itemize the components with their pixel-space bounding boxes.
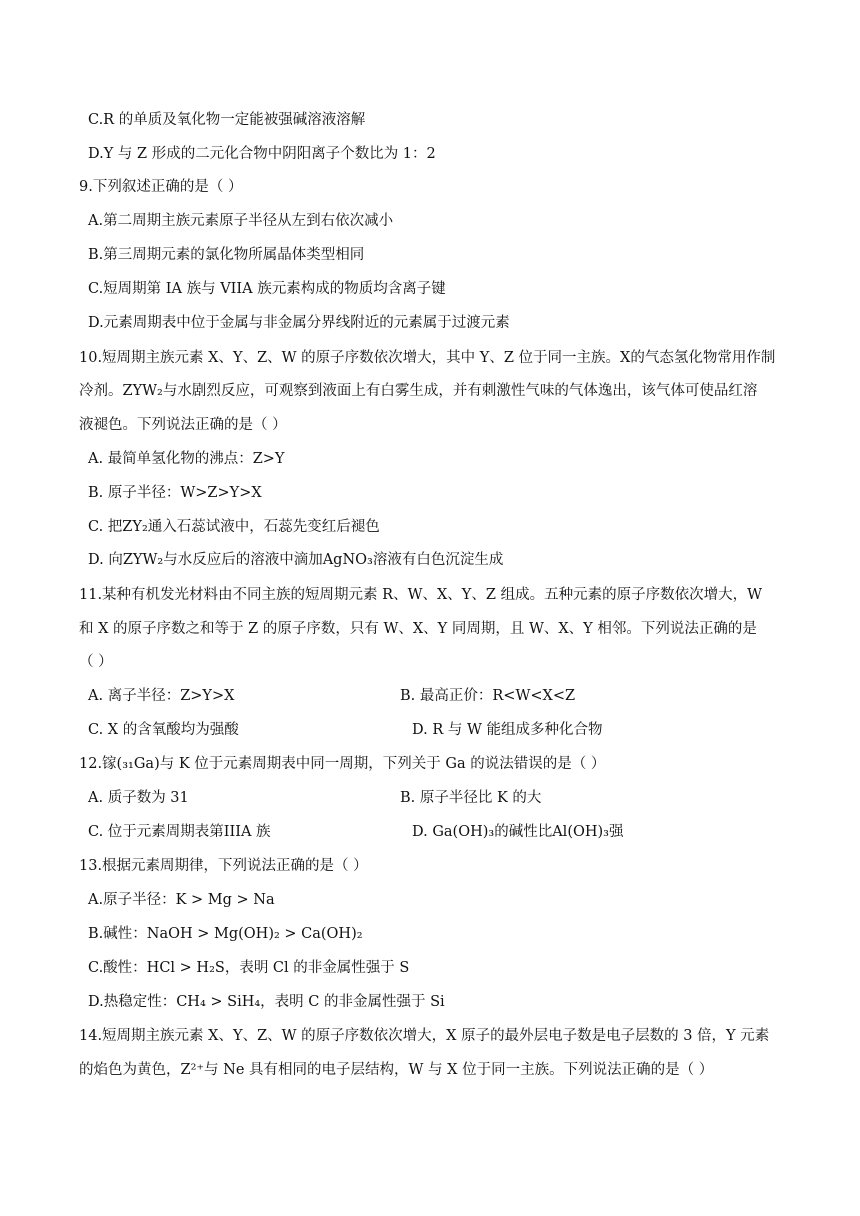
option-8d: D.Y 与 Z 形成的二元化合物中阴阳离子个数比为 1：2 — [88, 146, 436, 162]
option-13b: B.碱性：NaOH > Mg(OH)₂ > Ca(OH)₂ — [88, 926, 363, 942]
question-13: 13.根据元素周期律，下列说法正确的是（ ） — [79, 858, 368, 874]
question-11-cont: 和 X 的原子序数之和等于 Z 的原子序数，只有 W、X、Y 同周期，且 W、X、Y 相邻。下列说法正确的是 — [79, 621, 757, 637]
option-13a: A.原子半径：K > Mg > Na — [88, 892, 275, 908]
option-11c: C. X 的含氧酸均为强酸 — [88, 722, 239, 738]
option-9b: B.第三周期元素的氯化物所属晶体类型相同 — [88, 247, 365, 263]
option-10d: D. 向ZYW₂与水反应后的溶液中滴加AgNO₃溶液有白色沉淀生成 — [88, 552, 504, 568]
option-12a: A. 质子数为 31 — [88, 790, 189, 806]
question-12: 12.镓(₃₁Ga)与 K 位于元素周期表中同一周期，下列关于 Ga 的说法错误的是（ ） — [79, 756, 606, 772]
question-10-cont: 液褪色。下列说法正确的是（ ） — [79, 417, 287, 433]
question-11-cont: （ ） — [79, 654, 113, 670]
option-9c: C.短周期第 IA 族与 VIIA 族元素构成的物质均含离子键 — [88, 281, 446, 297]
option-11d: D. R 与 W 能组成多种化合物 — [412, 722, 603, 738]
option-13d: D.热稳定性：CH₄ > SiH₄，表明 C 的非金属性强于 Si — [88, 994, 445, 1010]
option-12b: B. 原子半径比 K 的大 — [400, 790, 542, 806]
option-10a: A. 最简单氢化物的沸点：Z>Y — [88, 451, 285, 467]
question-14: 14.短周期主族元素 X、Y、Z、W 的原子序数依次增大，X 原子的最外层电子数是电子层数的 3 倍，Y 元素 — [79, 1028, 770, 1044]
question-11: 11.某种有机发光材料由不同主族的短周期元素 R、W、X、Y、Z 组成。五种元素的原子序数依次增大，W — [79, 587, 762, 603]
option-10c: C. 把ZY₂通入石蕊试液中，石蕊先变红后褪色 — [88, 519, 380, 535]
question-14-cont: 的焰色为黄色，Z²⁺与 Ne 具有相同的电子层结构，W 与 X 位于同一主族。下列说法正确的是（ ） — [79, 1062, 714, 1078]
option-9d: D.元素周期表中位于金属与非金属分界线附近的元素属于过渡元素 — [88, 315, 510, 331]
option-11b: B. 最高正价：R<W<X<Z — [400, 688, 576, 704]
option-12d: D. Ga(OH)₃的碱性比Al(OH)₃强 — [412, 824, 624, 840]
option-11a: A. 离子半径：Z>Y>X — [88, 688, 235, 704]
option-9a: A.第二周期主族元素原子半径从左到右依次减小 — [88, 213, 394, 229]
option-13c: C.酸性：HCl > H₂S，表明 Cl 的非金属性强于 S — [88, 960, 410, 976]
question-10: 10.短周期主族元素 X、Y、Z、W 的原子序数依次增大，其中 Y、Z 位于同一主族。X的气态氢化物常用作制 — [79, 350, 776, 366]
option-8c: C.R 的单质及氧化物一定能被强碱溶液溶解 — [88, 112, 366, 128]
question-9: 9.下列叙述正确的是（ ） — [79, 179, 243, 195]
option-12c: C. 位于元素周期表第IIIA 族 — [88, 824, 271, 840]
option-10b: B. 原子半径：W>Z>Y>X — [88, 485, 262, 501]
question-10-cont: 冷剂。ZYW₂与水剧烈反应，可观察到液面上有白雾生成，并有刺激性气味的气体逸出，该气体可使品红溶 — [79, 383, 758, 399]
